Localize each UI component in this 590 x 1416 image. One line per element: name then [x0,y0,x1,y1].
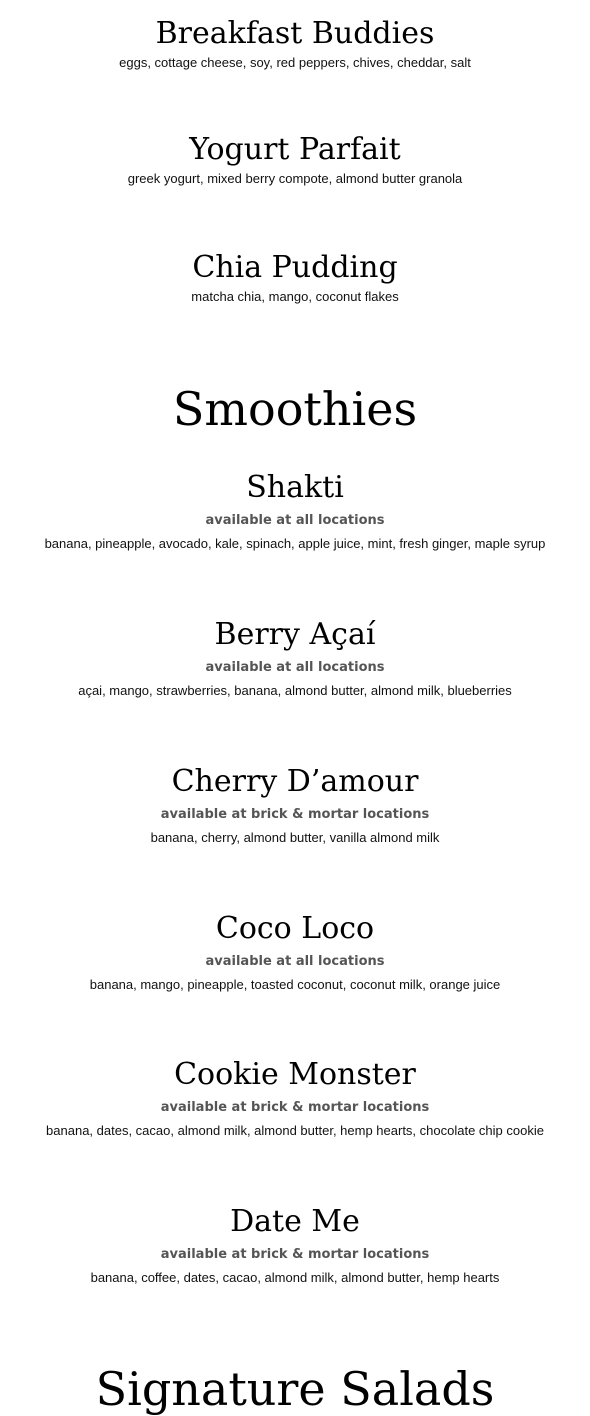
menu-item-cookie-monster [0,1057,590,1140]
menu-item-cherry-damour [0,764,590,847]
item-description: açai, mango, strawberries, banana, almond butter, almond milk, blueberries [78,683,512,698]
menu-item-coco-loco [0,911,590,994]
item-title: Breakfast Buddies [155,16,435,51]
menu-item-yogurt-parfait [0,132,590,188]
availability-note: available at brick & mortar locations [160,1247,430,1262]
item-description: eggs, cottage cheese, soy, red peppers, chives, cheddar, salt [119,55,471,70]
item-title: Yogurt Parfait [189,132,401,167]
section-heading-signature-salads: Signature Salads [95,1362,495,1416]
availability-note: available at all locations [205,513,385,528]
menu-item-breakfast-buddies [0,16,590,72]
item-title: Cherry D’amour [171,764,419,799]
menu-item-chia-pudding [0,250,590,306]
item-description: banana, coffee, dates, cacao, almond milk, almond butter, hemp hearts [90,1270,500,1285]
item-title: Coco Loco [215,911,375,946]
availability-note: available at brick & mortar locations [160,807,430,822]
item-title: Date Me [230,1204,360,1239]
item-title: Chia Pudding [192,250,398,285]
item-title: Shakti [246,470,344,505]
menu-item-shakti [0,470,590,553]
item-description: banana, mango, pineapple, toasted coconut, coconut milk, orange juice [89,977,501,992]
availability-note: available at all locations [205,660,385,675]
availability-note: available at brick & mortar locations [160,1100,430,1115]
menu-item-berry-acai [0,617,590,700]
item-title: Berry Açaí [214,617,376,652]
item-description: matcha chia, mango, coconut flakes [191,289,399,304]
availability-note: available at all locations [205,954,385,969]
item-description: banana, cherry, almond butter, vanilla almond milk [150,830,440,845]
section-heading-smoothies: Smoothies [172,382,418,436]
menu-item-date-me [0,1204,590,1287]
item-description: banana, dates, cacao, almond milk, almond butter, hemp hearts, chocolate chip cookie [46,1123,544,1138]
item-description: greek yogurt, mixed berry compote, almond butter granola [127,171,463,186]
item-description: banana, pineapple, avocado, kale, spinach, apple juice, mint, fresh ginger, maple syrup [44,536,546,551]
item-title: Cookie Monster [174,1057,416,1092]
